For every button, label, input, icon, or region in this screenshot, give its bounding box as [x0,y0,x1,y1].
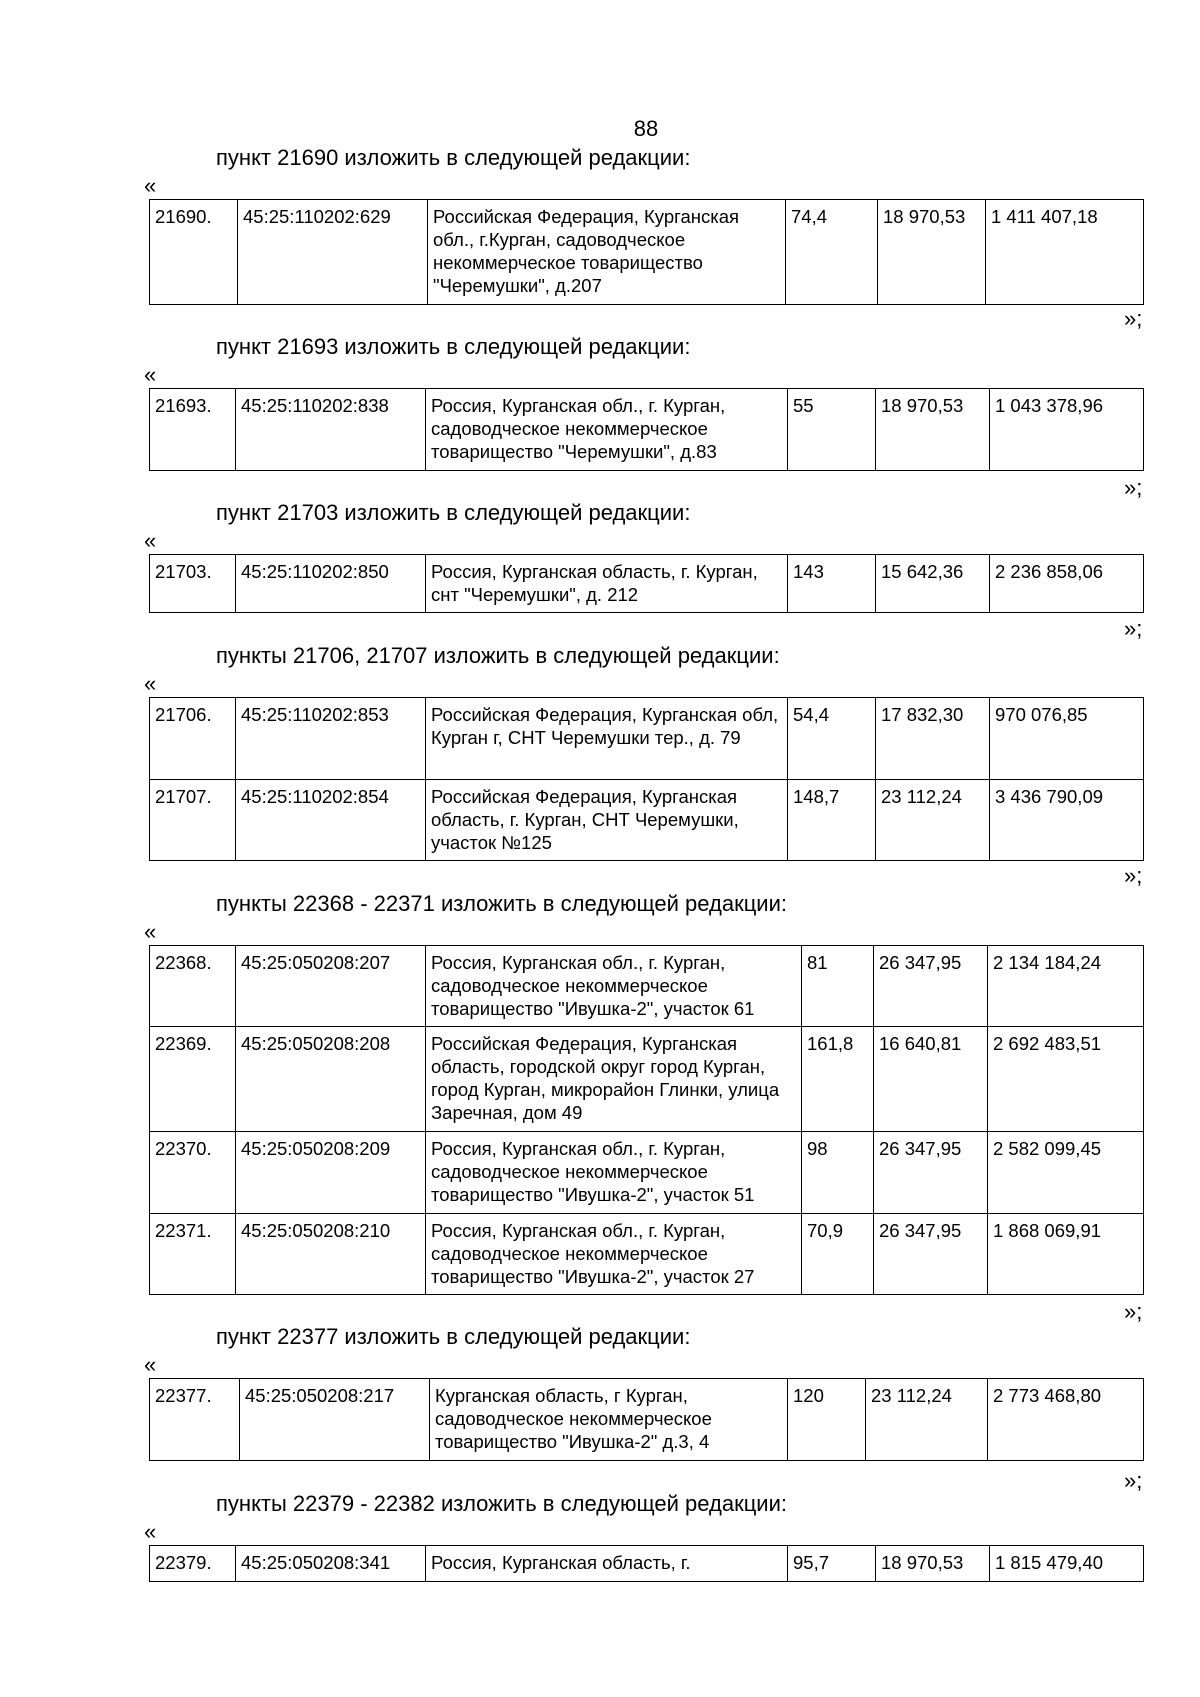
cadastral-number-cell: 45:25:050208:209 [236,1132,426,1214]
cadastral-number-cell: 45:25:050208:341 [236,1546,426,1582]
table-row [150,1379,1144,1461]
item-number-cell: 21690. [150,200,238,305]
cadastral-value-cell: 2 692 483,51 [988,1027,1144,1132]
address-cell: Российская Федерация, Курганская обл, Курган г, СНТ Черемушки тер., д. 79 [426,698,788,780]
area-cell: 148,7 [788,780,876,861]
cadastral-number-cell: 45:25:110202:853 [236,698,426,780]
item-number-cell: 22369. [150,1027,236,1132]
cadastral-value-cell: 1 411 407,18 [986,200,1144,305]
table-row [150,555,1144,613]
cadastral-value-cell: 1 043 378,96 [990,389,1144,471]
cadastral-number-cell: 45:25:110202:629 [238,200,428,305]
page-number: 88 [633,116,659,141]
unit-cost-cell: 16 640,81 [874,1027,988,1132]
address-cell: Россия, Курганская обл., г. Курган, садоводческое некоммерческое товарищество "Черемушки", д.83 [426,389,788,471]
address-cell: Российская Федерация, Курганская обл., г.Курган, садоводческое некоммерческое товарищество "Черемушки", д.207 [428,200,786,305]
cadastral-number-cell: 45:25:050208:207 [236,946,426,1027]
item-number-cell: 22377. [150,1379,240,1461]
cadastral-number-cell: 45:25:050208:217 [240,1379,430,1461]
address-cell: Российская Федерация, Курганская область, г. Курган, СНТ Черемушки, участок №125 [426,780,788,861]
cadastral-value-cell: 2 582 099,45 [988,1132,1144,1214]
unit-cost-cell: 23 112,24 [866,1379,988,1461]
opening-quote: « [144,1519,157,1544]
cadastral-value-cell: 1 815 479,40 [990,1546,1144,1582]
opening-quote: « [144,1352,157,1377]
table-row [150,1214,1144,1295]
closing-quote: »; [1124,306,1143,331]
closing-quote: »; [1124,475,1143,500]
closing-quote: »; [1124,616,1143,641]
address-cell: Россия, Курганская область, г. Курган, снт "Черемушки", д. 212 [426,555,788,613]
unit-cost-cell: 26 347,95 [874,1132,988,1214]
closing-quote: »; [1124,1299,1143,1324]
section-heading: пункты 22368 - 22371 изложить в следующей редакции: [216,891,788,916]
table-row [150,389,1144,471]
area-cell: 55 [788,389,876,471]
address-cell: Курганская область, г Курган, садоводческое некоммерческое товарищество "Ивушка-2" д.3, 4 [430,1379,788,1461]
amendment-table [149,1378,1144,1461]
address-cell: Российская Федерация, Курганская область, городской округ город Курган, город Курган, микрорайон Глинки, улица Заречная, дом 49 [426,1027,802,1132]
unit-cost-cell: 15 642,36 [876,555,990,613]
cadastral-number-cell: 45:25:110202:838 [236,389,426,471]
address-cell: Россия, Курганская обл., г. Курган, садоводческое некоммерческое товарищество "Ивушка-2", участок 61 [426,946,802,1027]
unit-cost-cell: 18 970,53 [876,1546,990,1582]
address-cell: Россия, Курганская обл., г. Курган, садоводческое некоммерческое товарищество "Ивушка-2", участок 51 [426,1132,802,1214]
cadastral-value-cell: 1 868 069,91 [988,1214,1144,1295]
item-number-cell: 21707. [150,780,236,861]
amendment-table [149,697,1144,861]
amendment-table [149,388,1144,471]
area-cell: 161,8 [802,1027,874,1132]
unit-cost-cell: 26 347,95 [874,1214,988,1295]
item-number-cell: 22370. [150,1132,236,1214]
cadastral-value-cell: 3 436 790,09 [990,780,1144,861]
area-cell: 81 [802,946,874,1027]
opening-quote: « [144,919,157,944]
item-number-cell: 21703. [150,555,236,613]
section-heading: пункт 22377 изложить в следующей редакции: [216,1324,691,1349]
amendment-table [149,1545,1144,1582]
item-number-cell: 21693. [150,389,236,471]
address-cell: Россия, Курганская обл., г. Курган, садоводческое некоммерческое товарищество "Ивушка-2", участок 27 [426,1214,802,1295]
unit-cost-cell: 26 347,95 [874,946,988,1027]
amendment-table [149,945,1144,1295]
unit-cost-cell: 17 832,30 [876,698,990,780]
item-number-cell: 22368. [150,946,236,1027]
table-row [150,780,1144,861]
opening-quote: « [144,362,157,387]
table-row [150,1132,1144,1214]
unit-cost-cell: 23 112,24 [876,780,990,861]
amendment-table [149,199,1144,305]
cadastral-value-cell: 2 236 858,06 [990,555,1144,613]
area-cell: 95,7 [788,1546,876,1582]
cadastral-value-cell: 970 076,85 [990,698,1144,780]
table-row [150,200,1144,305]
section-heading: пункты 21706, 21707 изложить в следующей редакции: [216,643,780,668]
cadastral-value-cell: 2 773 468,80 [988,1379,1144,1461]
amendment-table [149,554,1144,613]
cadastral-number-cell: 45:25:050208:208 [236,1027,426,1132]
section-heading: пункт 21693 изложить в следующей редакции: [216,334,691,359]
opening-quote: « [144,671,157,696]
item-number-cell: 22371. [150,1214,236,1295]
table-row [150,1027,1144,1132]
area-cell: 143 [788,555,876,613]
section-heading: пункт 21703 изложить в следующей редакции: [216,500,691,525]
item-number-cell: 21706. [150,698,236,780]
area-cell: 54,4 [788,698,876,780]
unit-cost-cell: 18 970,53 [878,200,986,305]
address-cell: Россия, Курганская область, г. [426,1546,788,1582]
table-row [150,698,1144,780]
cadastral-number-cell: 45:25:110202:854 [236,780,426,861]
item-number-cell: 22379. [150,1546,236,1582]
area-cell: 98 [802,1132,874,1214]
unit-cost-cell: 18 970,53 [876,389,990,471]
area-cell: 74,4 [786,200,878,305]
opening-quote: « [144,528,157,553]
cadastral-number-cell: 45:25:110202:850 [236,555,426,613]
table-row [150,946,1144,1027]
section-heading: пункт 21690 изложить в следующей редакции: [216,145,691,170]
area-cell: 120 [788,1379,866,1461]
table-row [150,1546,1144,1582]
area-cell: 70,9 [802,1214,874,1295]
opening-quote: « [144,173,157,198]
cadastral-number-cell: 45:25:050208:210 [236,1214,426,1295]
closing-quote: »; [1124,1468,1143,1493]
closing-quote: »; [1124,863,1143,888]
section-heading: пункты 22379 - 22382 изложить в следующей редакции: [216,1491,788,1516]
cadastral-value-cell: 2 134 184,24 [988,946,1144,1027]
